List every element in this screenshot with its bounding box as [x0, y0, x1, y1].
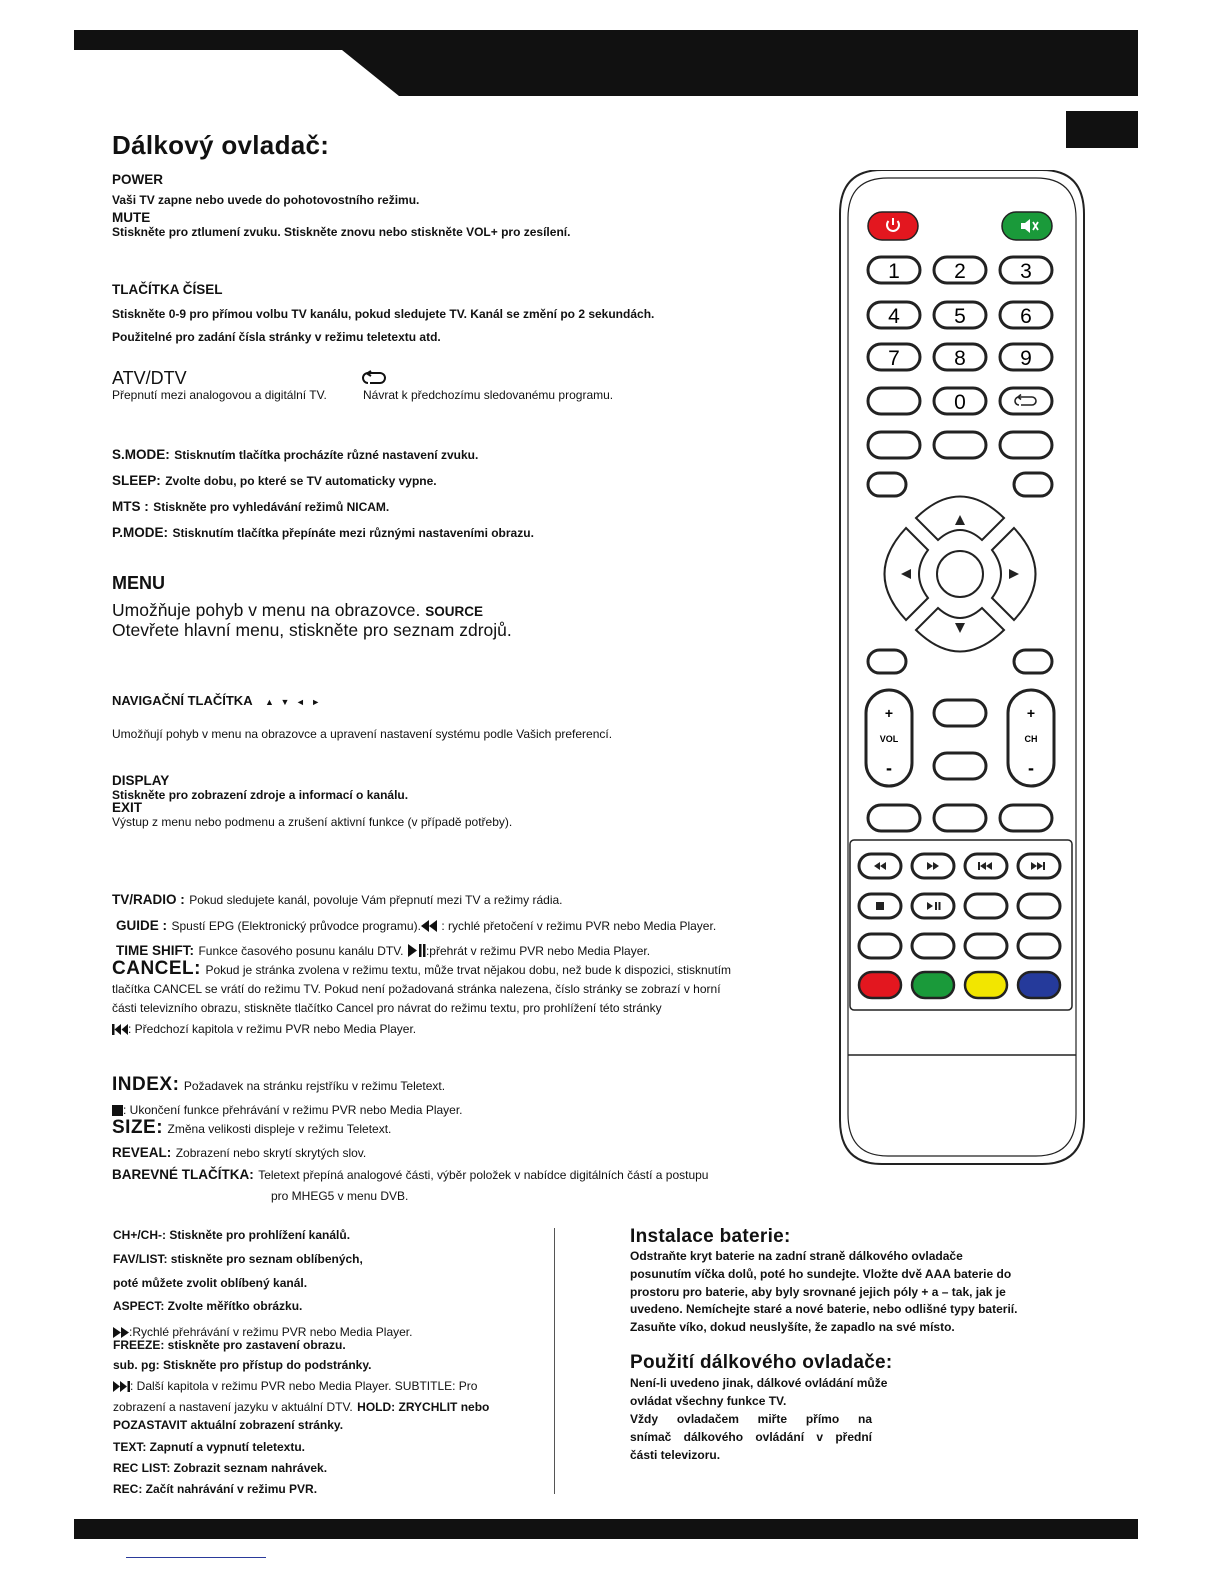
- source-button[interactable]: [1014, 473, 1052, 496]
- ch-minus-label: -: [1028, 758, 1034, 778]
- reveal-text: Zobrazení nebo skrytí skrytých slov.: [175, 1146, 367, 1160]
- menu-line2: Otevřete hlavní menu, stiskněte pro seznam zdrojů.: [112, 620, 512, 640]
- mts-text: Stiskněte pro vyhledávání režimů NICAM.: [153, 500, 390, 514]
- pmode-button[interactable]: [934, 432, 986, 458]
- freeze-text: FREEZE: stiskněte pro zastavení obrazu.: [113, 1338, 346, 1352]
- tvradio-row: [112, 891, 563, 909]
- ff-text: :Rychlé přehrávání v režimu PVR nebo Media Player.: [129, 1325, 413, 1339]
- stop-icon: [876, 902, 884, 910]
- footer-bar: [74, 1519, 1138, 1539]
- guide-button[interactable]: [1000, 805, 1052, 831]
- fav-text2: poté můžete zvolit oblíbený kanál.: [113, 1276, 308, 1290]
- source-label: SOURCE: [425, 604, 484, 619]
- header-bar: [74, 30, 1138, 96]
- nav-row: [112, 692, 322, 710]
- subtitle-text2: zobrazení a nastavení jazyku v aktuální DTV.: [113, 1400, 353, 1414]
- pmode-row: [112, 524, 534, 542]
- mts-label: MTS :: [112, 499, 149, 514]
- column-divider: [554, 1228, 555, 1494]
- cancel-line2: tlačítka CANCEL se vrátí do režimu TV. Pokud není požadovaná stránka nalezena, číslo stránky se zobrazí v horní: [112, 982, 721, 996]
- exit-label: EXIT: [112, 800, 143, 815]
- pmode-text: Stisknutím tlačítka přepínáte mezi různými nastaveními obrazu.: [172, 526, 534, 540]
- menu-label: MENU: [112, 573, 165, 593]
- next-text: : Další kapitola v režimu PVR nebo Media Player. SUBTITLE: Pro: [130, 1379, 478, 1393]
- digit-label: 9: [1020, 347, 1032, 370]
- rec-text: REC: Začít nahrávání v režimu PVR.: [113, 1482, 318, 1496]
- tv-radio-button[interactable]: [934, 700, 986, 726]
- colors-row: [112, 1166, 708, 1184]
- digit-label: 5: [954, 305, 966, 328]
- atv-text: Přepnutí mezi analogovou a digitální TV.: [112, 388, 327, 402]
- usage-line1: Není-li uvedeno jinak, dálkové ovládání může: [630, 1376, 888, 1390]
- exit-text: Výstup z menu nebo podmenu a zrušení aktivní funkce (v případě potřeby).: [112, 815, 513, 829]
- media-button-r3c1[interactable]: [859, 934, 901, 958]
- digit-label: 2: [954, 260, 966, 283]
- next-row: [113, 1377, 477, 1395]
- cancel-label: CANCEL:: [112, 958, 201, 979]
- nav-arrows: ▲ ▼ ◄ ►: [265, 697, 323, 707]
- power-label: POWER: [112, 172, 164, 187]
- mute-text: Stiskněte pro ztlumení zvuku. Stiskněte znovu nebo stiskněte VOL+ pro zesílení.: [112, 225, 571, 239]
- numbers-line2: Použitelné pro zadání čísla stránky v režimu teletextu atd.: [112, 330, 441, 344]
- display-label: DISPLAY: [112, 773, 170, 788]
- digit-button-7[interactable]: [868, 344, 920, 370]
- guide-row: [116, 917, 716, 935]
- digit-label: 8: [954, 347, 966, 370]
- menu-line1-row: [112, 600, 483, 621]
- nav-text: Umožňují pohyb v menu na obrazovce a upravení nastavení systému podle Vašich preferencí.: [112, 727, 613, 741]
- pmode-label: P.MODE:: [112, 525, 169, 540]
- digit-label: 6: [1020, 305, 1032, 328]
- hold-text: HOLD: ZRYCHLIT nebo: [357, 1400, 490, 1414]
- tvradio-label: TV/RADIO :: [112, 892, 185, 907]
- media-button-r2c3[interactable]: [965, 894, 1007, 918]
- media-button-r3c3[interactable]: [965, 934, 1007, 958]
- next-chapter-icon: [113, 1381, 130, 1392]
- previous-chapter-icon: [112, 1024, 128, 1035]
- digit-label: 4: [888, 305, 900, 328]
- battery-line3: prostoru pro baterie, aby byly srovnané jejich póly + a – tak, jak je: [630, 1285, 1006, 1299]
- smode-button[interactable]: [868, 432, 920, 458]
- mts-row: [112, 498, 389, 516]
- display-text: Stiskněte pro zobrazení zdroje a informací o kanálu.: [112, 788, 409, 802]
- atv-dtv-button[interactable]: [868, 388, 920, 414]
- vol-plus-label: +: [884, 705, 894, 721]
- remote-control-illustration: [838, 170, 1086, 1166]
- nav-label: NAVIGAČNÍ TLAČÍTKA: [112, 693, 253, 708]
- recall-icon: [362, 370, 388, 386]
- battery-line4: uvedeno. Nemíchejte staré a nové baterie, nebo odlišné typy baterií.: [630, 1302, 1018, 1316]
- sleep-row: [112, 472, 437, 490]
- size-row: [112, 1117, 391, 1139]
- ch-plus-label: +: [1026, 705, 1036, 721]
- timeshift-label: TIME SHIFT:: [116, 943, 194, 958]
- sleep-button[interactable]: [1000, 432, 1052, 458]
- smode-row: [112, 446, 478, 464]
- menu-button[interactable]: [868, 473, 906, 496]
- cancel-line3: části televizního obrazu, stiskněte tlačítko Cancel pro návrat do režimu textu, pro prohlížení této stránky: [112, 1001, 662, 1015]
- mute-label: MUTE: [112, 210, 151, 225]
- atv-label: ATV/DTV: [112, 368, 187, 388]
- display-button[interactable]: [868, 650, 906, 673]
- page-title: Dálkový ovladač:: [112, 130, 330, 160]
- fav-text1: FAV/LIST: stiskněte pro seznam oblíbených,: [113, 1252, 363, 1266]
- play-pause-icon: [408, 944, 426, 957]
- fast-forward-icon: [113, 1327, 129, 1338]
- index-label: INDEX:: [112, 1074, 180, 1095]
- usage-line5: části televizoru.: [630, 1448, 721, 1462]
- usage-line2: ovládat všechny funkce TV.: [630, 1394, 787, 1408]
- digit-button-0[interactable]: [934, 388, 986, 414]
- media-button-r3c2[interactable]: [912, 934, 954, 958]
- index-row: [112, 1074, 445, 1096]
- reveal-label: REVEAL:: [112, 1145, 172, 1160]
- recall-text: Návrat k předchozímu sledovanému programu.: [363, 388, 614, 402]
- usage-title: Použití dálkového ovladače:: [630, 1352, 893, 1373]
- footer-link-line: [126, 1557, 266, 1558]
- stop-icon: [112, 1105, 123, 1116]
- size-text: Změna velikosti displeje v režimu Teletext.: [167, 1122, 392, 1136]
- digit-button-1[interactable]: [868, 257, 920, 283]
- digit-button-4[interactable]: [868, 302, 920, 328]
- page-tab-marker: [1066, 111, 1138, 148]
- subtitle-row: [113, 1398, 489, 1416]
- digit-button-3[interactable]: [1000, 257, 1052, 283]
- digit-button-5[interactable]: [934, 302, 986, 328]
- green-button[interactable]: [912, 972, 954, 998]
- digit-button-8[interactable]: [934, 344, 986, 370]
- text-text: TEXT: Zapnutí a vypnutí teletextu.: [113, 1440, 306, 1454]
- size-label: SIZE:: [112, 1117, 164, 1138]
- battery-title: Instalace baterie:: [630, 1226, 791, 1247]
- power-button[interactable]: [868, 212, 918, 240]
- battery-line1: Odstraňte kryt baterie na zadní straně dálkového ovladače: [630, 1249, 963, 1263]
- ch-text: CH+/CH-: Stiskněte pro prohlížení kanálů.: [113, 1228, 351, 1242]
- digit-label: 7: [888, 347, 900, 370]
- media-button-r3c4[interactable]: [1018, 934, 1060, 958]
- cancel-line1: Pokud je stránka zvolena v režimu textu, může trvat nějakou dobu, než bude k dispozici, stisknutím: [205, 963, 732, 977]
- colors-line1: Teletext přepíná analogové části, výběr položek v nabídce digitálních částí a postupu: [258, 1168, 709, 1182]
- numbers-label: TLAČÍTKA ČÍSEL: [112, 282, 223, 297]
- ch-label: CH: [1024, 734, 1038, 744]
- cancel-line4-row: [112, 1020, 416, 1038]
- blue-button[interactable]: [1018, 972, 1060, 998]
- digit-button-2[interactable]: [934, 257, 986, 283]
- tvradio-text: Pokud sledujete kanál, povoluje Vám přepnutí mezi TV a režimy rádia.: [189, 893, 563, 907]
- usage-line4: snímač dálkového ovládání v přední: [630, 1430, 872, 1444]
- cancel-line4: : Předchozí kapitola v režimu PVR nebo Media Player.: [128, 1022, 417, 1036]
- exit-button[interactable]: [1014, 650, 1052, 673]
- colors-label: BAREVNÉ TLAČÍTKA:: [112, 1167, 254, 1182]
- vol-label: VOL: [879, 734, 899, 744]
- battery-line2: posunutím víčka dolů, poté ho sundejte. Vložte dvě AAA baterie do: [630, 1267, 1012, 1281]
- reclist-text: REC LIST: Zobrazit seznam nahrávek.: [113, 1461, 328, 1475]
- digit-label: 1: [888, 260, 900, 283]
- vol-minus-label: -: [886, 758, 892, 778]
- yellow-button[interactable]: [965, 972, 1007, 998]
- guide-text2: : rychlé přetočení v režimu PVR nebo Media Player.: [441, 919, 717, 933]
- pozastavit-text: POZASTAVIT aktuální zobrazení stránky.: [113, 1418, 344, 1432]
- usage-line3: Vždy ovladačem miřte přímo na: [630, 1412, 872, 1426]
- menu-line1: Umožňuje pohyb v menu na obrazovce.: [112, 600, 421, 620]
- subpg-text: sub. pg: Stiskněte pro přístup do podstránky.: [113, 1358, 372, 1372]
- smode-text: Stisknutím tlačítka procházíte různé nastavení zvuku.: [174, 448, 479, 462]
- rewind-icon: [421, 920, 437, 932]
- guide-text: Spustí EPG (Elektronický průvodce programu).: [171, 919, 421, 933]
- ok-button[interactable]: [937, 551, 983, 597]
- mts-button[interactable]: [868, 805, 920, 831]
- cancel-row: [112, 958, 731, 980]
- battery-line5: Zasuňte víko, dokud neuslyšíte, že zapadlo na své místo.: [630, 1320, 955, 1334]
- timeshift-text: Funkce časového posunu kanálu DTV.: [198, 944, 404, 958]
- reveal-row: [112, 1144, 366, 1162]
- sleep-label: SLEEP:: [112, 473, 161, 488]
- red-button[interactable]: [859, 972, 901, 998]
- digit-button-9[interactable]: [1000, 344, 1052, 370]
- digit-label: 3: [1020, 260, 1032, 283]
- fav-list-button[interactable]: [934, 753, 986, 779]
- power-text: Vaši TV zapne nebo uvede do pohotovostního režimu.: [112, 193, 420, 207]
- numbers-line1: Stiskněte 0-9 pro přímou volbu TV kanálu, pokud sledujete TV. Kanál se změní po 2 sekundách.: [112, 307, 655, 321]
- timeshift-text2: :přehrát v režimu PVR nebo Media Player.: [425, 944, 651, 958]
- smode-label: S.MODE:: [112, 447, 170, 462]
- sleep-text: Zvolte dobu, po které se TV automaticky vypne.: [165, 474, 437, 488]
- media-button-r2c4[interactable]: [1018, 894, 1060, 918]
- aspect-button[interactable]: [934, 805, 986, 831]
- aspect-text: ASPECT: Zvolte měřítko obrázku.: [113, 1299, 303, 1313]
- digit-button-6[interactable]: [1000, 302, 1052, 328]
- guide-label: GUIDE :: [116, 918, 168, 933]
- colors-line2: pro MHEG5 v menu DVB.: [271, 1189, 409, 1203]
- stop-text: : Ukončení funkce přehrávání v režimu PVR nebo Media Player.: [123, 1103, 463, 1117]
- digit-label: 0: [954, 391, 966, 414]
- index-text: Požadavek na stránku rejstříku v režimu Teletext.: [183, 1079, 446, 1093]
- recall-button[interactable]: [1000, 388, 1052, 414]
